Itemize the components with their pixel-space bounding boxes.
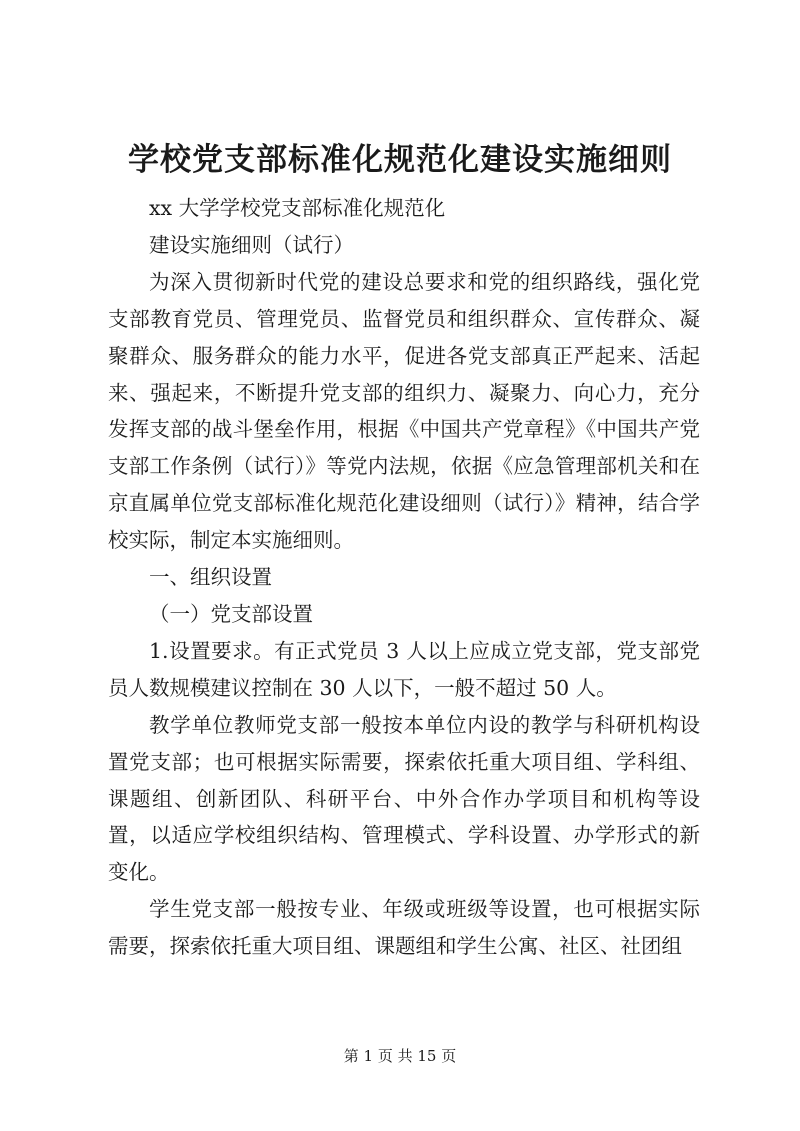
page-footer: 第 1 页 共 15 页 — [343, 1047, 457, 1065]
subtitle-line-2: 建设实施细则（试行） — [149, 232, 354, 257]
subsection-heading: （一）党支部设置 — [149, 601, 313, 626]
document-body — [108, 190, 700, 965]
section-heading: 一、组织设置 — [149, 565, 272, 590]
document-title: 学校党支部标准化规范化建设实施细则 — [128, 142, 672, 178]
body-paragraph: 教学单位教师党支部一般按本单位内设的教学与科研机构设置党支部；也可根据实际需要，探索依托重大项目组、学科组、课题组、创新团队、科研平台、中外合作办学项目和机构等设置，以适应学校组织结构、管理模式、学科设置、办学形式的新变化。 — [108, 712, 700, 885]
intro-paragraph: 为深入贯彻新时代党的建设总要求和党的组织路线，强化党支部教育党员、管理党员、监督党员和组织群众、宣传群众、凝聚群众、服务群众的能力水平，促进各党支部真正严起来、活起来、强起来，不断提升党支部的组织力、凝聚力、向心力，充分发挥支部的战斗堡垒作用，根据《中国共产党章程》《中国共产党支部工作条例（试行）》等党内法规，依据《应急管理部机关和在京直属单位党支部标准化规范化建设细则（试行）》精神，结合学校实际，制定本实施细则。 — [108, 269, 700, 553]
subtitle-line-1: xx 大学学校党支部标准化规范化 — [149, 196, 446, 220]
body-paragraph: 1.设置要求。有正式党员 3 人以上应成立党支部，党支部党员人数规模建议控制在 30 人以下，一般不超过 50 人。 — [108, 638, 700, 700]
body-paragraph: 学生党支部一般按专业、年级或班级等设置，也可根据实际需要，探索依托重大项目组、课题组和学生公寓、社区、社团组 — [108, 897, 700, 959]
